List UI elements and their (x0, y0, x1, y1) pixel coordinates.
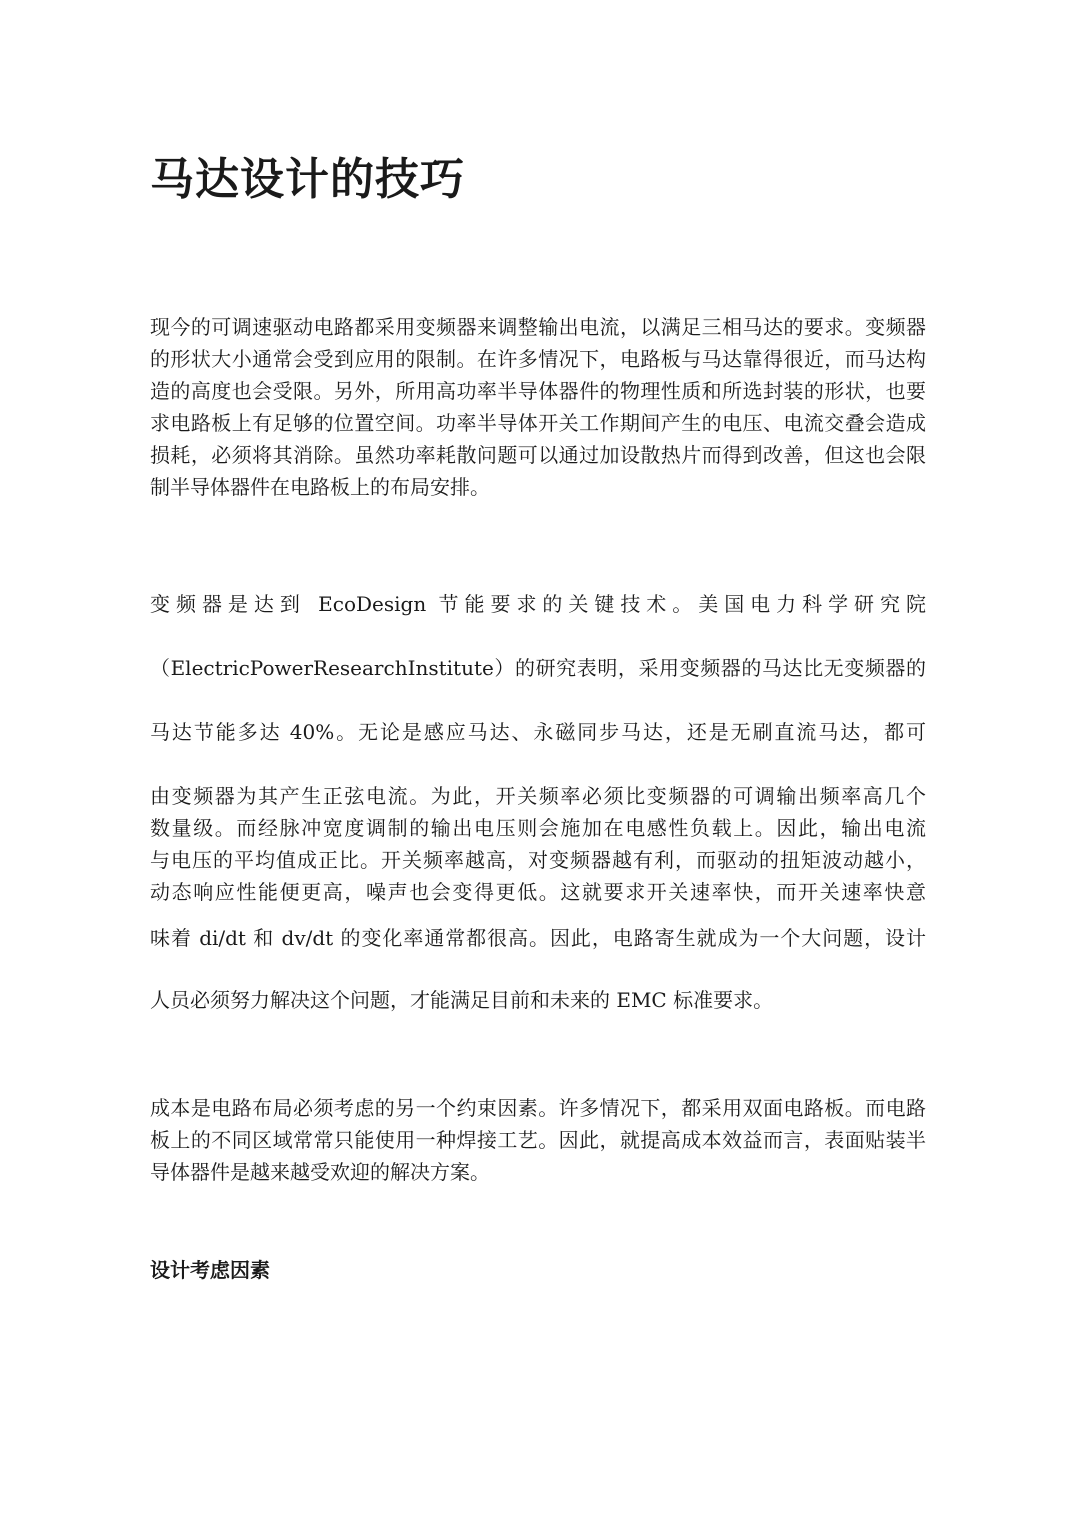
text-line: 数量级。而经脉冲宽度调制的输出电压则会施加在电感性负载上。因此，输出电流 (150, 816, 926, 840)
page-title: 马达设计的技巧 (150, 154, 465, 205)
text-line: 由变频器为其产生正弦电流。为此，开关频率必须比变频器的可调输出频率高几个 (150, 784, 926, 808)
text-line: 与电压的平均值成正比。开关频率越高，对变频器越有利，而驱动的扭矩波动越小， (150, 848, 926, 872)
text-line: 味着 di/dt 和 dv/dt 的变化率通常都很高。因此，电路寄生就成为一个大问题，设计 (150, 926, 926, 950)
text-line: 马达节能多达 40%。无论是感应马达、永磁同步马达，还是无刷直流马达，都可 (150, 720, 926, 744)
text-line: 动态响应性能便更高，噪声也会变得更低。这就要求开关速率快，而开关速率快意 (150, 880, 926, 904)
section-heading: 设计考虑因素 (150, 1258, 270, 1282)
text-line: 变频器是达到 EcoDesign 节能要求的关键技术。美国电力科学研究院 (150, 592, 926, 616)
paragraph-cost: 成本是电路布局必须考虑的另一个约束因素。许多情况下，都采用双面电路板。而电路板上的不同区域常常只能使用一种焊接工艺。因此，就提高成本效益而言，表面贴装半导体器件是越来越受欢迎的解决方案。 (150, 1096, 926, 1184)
text-line: （ElectricPowerResearchInstitute）的研究表明，采用变频器的马达比无变频器的 (150, 656, 926, 680)
paragraph-inverter (150, 588, 926, 1016)
text-line: 人员必须努力解决这个问题，才能满足目前和未来的 EMC 标准要求。 (150, 988, 774, 1012)
paragraph-intro: 现今的可调速驱动电路都采用变频器来调整输出电流，以满足三相马达的要求。变频器的形状大小通常会受到应用的限制。在许多情况下，电路板与马达靠得很近，而马达构造的高度也会受限。另外，所用高功率半导体器件的物理性质和所选封装的形状，也要求电路板上有足够的位置空间。功率半导体开关工作期间产生的电压、电流交叠会造成损耗，必须将其消除。虽然功率耗散问题可以通过加设散热片而得到改善，但这也会限制半导体器件在电路板上的布局安排。 (150, 315, 926, 499)
